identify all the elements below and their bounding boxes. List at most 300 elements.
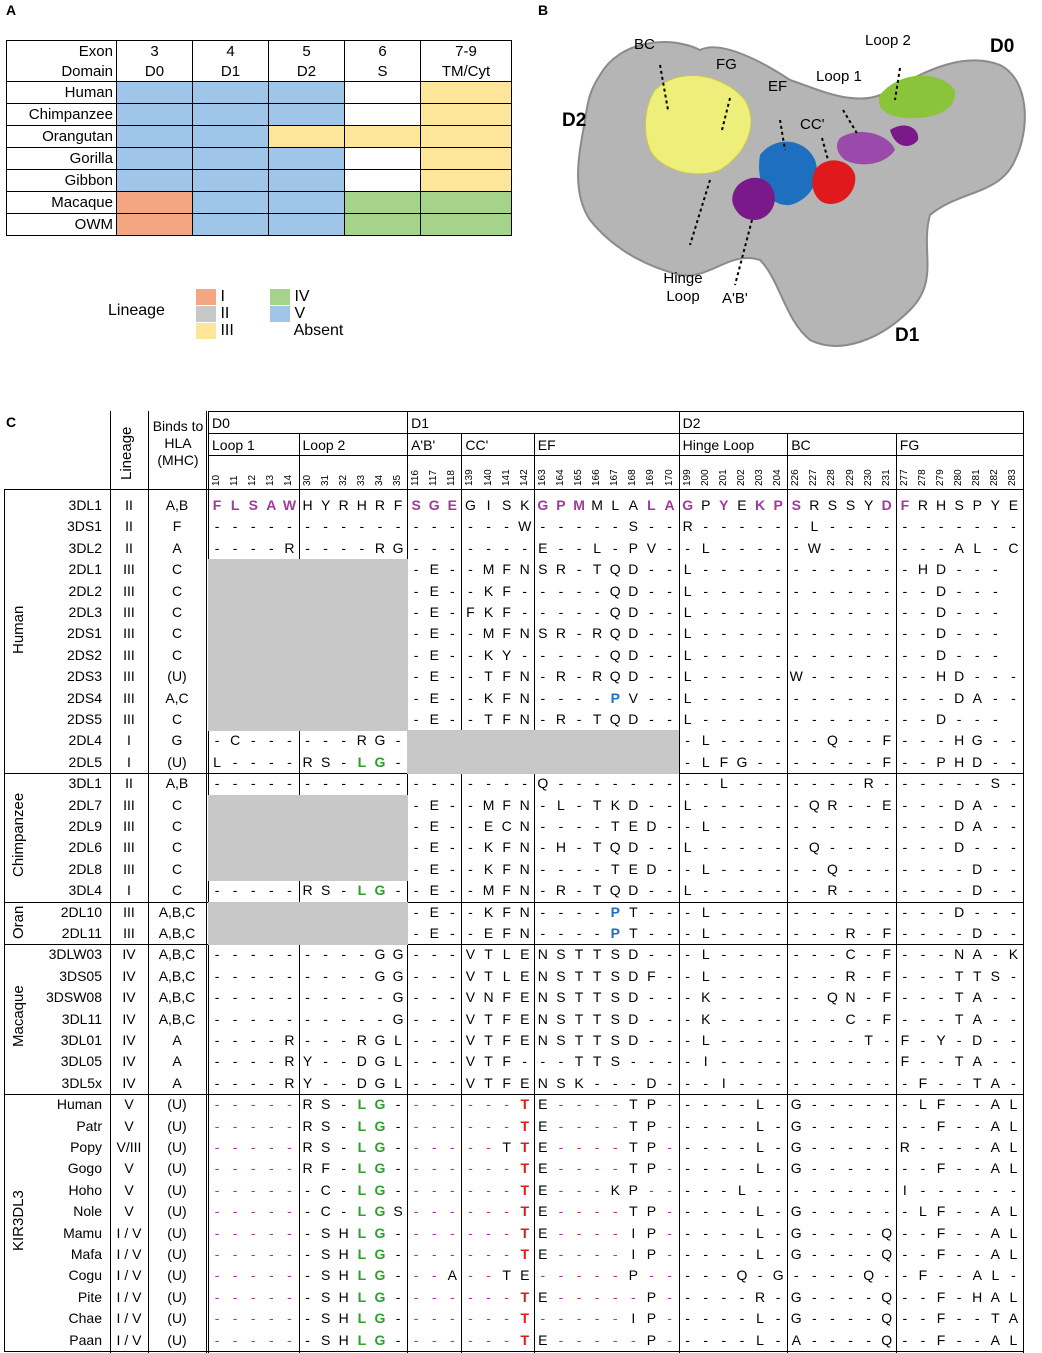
residue: - — [721, 1160, 727, 1177]
residue: G — [790, 1117, 802, 1134]
gap-block — [262, 837, 281, 859]
residue: L — [683, 582, 692, 599]
residue: - — [830, 903, 835, 920]
gap-block — [516, 752, 535, 774]
residue: - — [993, 1032, 998, 1048]
residue: - — [757, 818, 763, 834]
gap-block — [371, 795, 390, 817]
residue: F — [936, 1117, 946, 1134]
residue: - — [269, 1160, 274, 1177]
residue: - — [468, 561, 473, 578]
residue: - — [775, 796, 781, 813]
gap-block — [280, 837, 299, 859]
residue: A — [972, 946, 982, 963]
residue: - — [884, 818, 890, 834]
residue: - — [287, 1331, 292, 1348]
residue: D — [628, 989, 639, 1006]
residue: - — [431, 967, 437, 984]
residue: A — [990, 1160, 1001, 1177]
residue: D — [628, 625, 639, 642]
residue: - — [649, 561, 654, 578]
residue: L — [1009, 1096, 1018, 1113]
residue: T — [592, 882, 602, 899]
residue: Q — [609, 882, 621, 899]
domain-header: D1 — [411, 415, 429, 431]
residue: L — [810, 518, 819, 535]
position-number: 13 — [265, 474, 277, 486]
residue: - — [739, 903, 745, 920]
row-lineage: III — [123, 839, 135, 856]
residue: - — [866, 1074, 871, 1091]
residue: - — [341, 518, 347, 535]
residue: - — [395, 1246, 401, 1262]
residue: - — [576, 668, 582, 685]
residue: - — [486, 1288, 491, 1305]
residue: A — [990, 1117, 1001, 1134]
residue: - — [341, 1117, 347, 1134]
gap-block — [244, 816, 263, 838]
row-hla: A — [172, 1053, 182, 1070]
residue: F — [936, 1096, 946, 1113]
residue: G — [374, 732, 386, 749]
residue: - — [612, 1096, 618, 1113]
residue: - — [812, 1117, 817, 1134]
row-hla: C — [171, 818, 183, 834]
residue: - — [558, 582, 564, 599]
gap-block — [642, 752, 661, 774]
residue: L — [756, 1203, 764, 1220]
position-number: 165 — [573, 469, 584, 486]
residue: - — [232, 753, 238, 770]
residue: - — [540, 582, 546, 599]
residue: G — [682, 497, 694, 513]
residue: - — [486, 1160, 491, 1177]
residue: L — [919, 1203, 927, 1220]
residue: - — [866, 1203, 871, 1220]
residue: G — [374, 1288, 386, 1305]
residue: - — [721, 796, 727, 813]
label-hinge-loop: Hinge Loop — [663, 270, 703, 305]
residue: - — [576, 1160, 582, 1177]
residue: R — [284, 1032, 295, 1048]
residue: - — [721, 668, 727, 685]
residue: L — [973, 539, 982, 556]
residue: - — [739, 967, 745, 984]
residue: R — [809, 497, 820, 513]
residue: T — [520, 1288, 530, 1305]
residue: L — [1009, 1224, 1018, 1241]
residue: L — [502, 967, 511, 984]
row-lineage: III — [123, 818, 135, 834]
residue: D — [628, 882, 639, 899]
residue: - — [232, 1160, 238, 1177]
residue: - — [793, 732, 799, 749]
residue: S — [320, 1267, 331, 1284]
row-lineage: III — [123, 860, 135, 877]
residue: R — [555, 668, 566, 685]
row-lineage: I / V — [116, 1331, 142, 1348]
residue: - — [830, 1331, 835, 1348]
binds-right-line — [206, 411, 207, 1353]
residue: - — [793, 625, 799, 642]
residue: - — [902, 839, 908, 856]
residue: T — [520, 1224, 530, 1241]
residue: V — [465, 946, 476, 963]
residue: - — [667, 1288, 672, 1305]
residue: R — [754, 1288, 766, 1305]
residue: P — [646, 1224, 657, 1241]
residue: - — [594, 646, 600, 663]
residue: - — [413, 946, 419, 963]
gap-block — [280, 623, 299, 645]
row-hla: (U) — [167, 1331, 187, 1348]
residue: - — [250, 732, 256, 749]
residue: - — [703, 1288, 709, 1305]
residue: - — [214, 1267, 220, 1284]
residue: L — [357, 1246, 367, 1262]
gap-block — [299, 688, 318, 710]
residue: - — [830, 518, 835, 535]
gap-block — [353, 688, 372, 710]
residue: - — [830, 625, 835, 642]
gap-block — [262, 559, 281, 581]
gap-block — [208, 709, 227, 731]
residue: C — [1008, 539, 1019, 556]
residue: - — [739, 946, 745, 963]
residue: - — [558, 1267, 564, 1284]
residue: - — [866, 1096, 871, 1113]
residue: S — [610, 946, 620, 963]
residue: D — [628, 711, 639, 727]
residue: - — [830, 1010, 835, 1027]
residue: - — [323, 1053, 328, 1070]
residue: - — [431, 1246, 437, 1262]
residue: - — [214, 1331, 220, 1348]
residue: - — [866, 1331, 871, 1348]
residue: - — [938, 1139, 944, 1155]
residue: - — [667, 967, 672, 984]
residue: Q — [609, 625, 621, 642]
residue: - — [848, 711, 853, 727]
residue: - — [413, 903, 419, 920]
residue: - — [667, 689, 672, 706]
residue: - — [830, 582, 835, 599]
residue: - — [305, 539, 310, 556]
residue: - — [250, 989, 256, 1006]
gap-block — [262, 859, 281, 881]
gap-block — [280, 645, 299, 667]
residue: - — [504, 1117, 509, 1134]
position-number: 117 — [428, 470, 440, 486]
residue: - — [884, 1096, 890, 1113]
residue: - — [468, 1310, 473, 1327]
residue: - — [486, 1117, 491, 1134]
residue: - — [486, 1331, 491, 1348]
residue: - — [993, 1053, 998, 1070]
gap-block — [208, 581, 227, 603]
residue: - — [830, 1246, 835, 1262]
residue: - — [413, 1117, 419, 1134]
residue: - — [395, 518, 401, 535]
residue: P — [646, 1096, 657, 1113]
residue: L — [357, 1288, 367, 1305]
residue: T — [592, 711, 602, 727]
residue: - — [576, 775, 582, 792]
residue: - — [305, 946, 310, 963]
residue: - — [612, 775, 618, 792]
residue: - — [612, 539, 618, 556]
residue: - — [468, 882, 473, 899]
row-hla: (U) — [167, 1246, 187, 1262]
residue: E — [520, 1032, 530, 1048]
gap-block — [353, 581, 372, 603]
residue: P — [646, 1117, 657, 1134]
residue: K — [483, 839, 494, 856]
gap-block — [425, 730, 444, 752]
residue: - — [413, 860, 419, 877]
row-hla: C — [171, 882, 183, 899]
residue: - — [540, 882, 546, 899]
residue: - — [721, 539, 727, 556]
residue: - — [866, 989, 871, 1006]
residue: - — [685, 1032, 690, 1048]
row-hla: A — [172, 539, 182, 556]
domain-cell: S — [345, 61, 421, 82]
row-name: Chae — [68, 1310, 102, 1327]
residue: L — [756, 1117, 764, 1134]
residue: - — [540, 711, 546, 727]
row-name: 3DSW08 — [45, 989, 102, 1006]
residue: - — [504, 775, 509, 792]
residue: - — [830, 753, 835, 770]
residue: A — [266, 497, 277, 513]
residue: - — [739, 668, 745, 685]
residue: - — [612, 1203, 618, 1220]
residue: E — [538, 1203, 548, 1220]
residue: L — [701, 818, 710, 834]
residue: - — [395, 1310, 401, 1327]
residue: - — [1011, 818, 1016, 834]
residue: - — [486, 1267, 491, 1284]
residue: K — [520, 497, 530, 513]
gap-block — [317, 923, 336, 945]
residue: G — [392, 1010, 404, 1027]
position-number: 163 — [536, 469, 548, 486]
residue: - — [902, 646, 908, 663]
residue: - — [667, 1181, 672, 1198]
residue: - — [721, 1310, 727, 1327]
residue: - — [884, 625, 890, 642]
residue: - — [468, 668, 473, 685]
residue: F — [502, 582, 511, 599]
residue: - — [848, 1032, 853, 1048]
residue: T — [484, 967, 493, 984]
residue: S — [610, 1010, 620, 1027]
residue: - — [667, 711, 672, 727]
residue: - — [812, 689, 817, 706]
residue: - — [830, 1181, 835, 1198]
residue: - — [214, 1032, 220, 1048]
residue: L — [756, 1139, 764, 1155]
residue: - — [902, 1288, 908, 1305]
residue: - — [685, 860, 690, 877]
residue: - — [305, 1267, 310, 1284]
residue: - — [214, 1117, 220, 1134]
residue: - — [938, 1267, 944, 1284]
residue: - — [956, 518, 962, 535]
residue: - — [341, 1010, 347, 1027]
gap-block — [262, 645, 281, 667]
residue: - — [685, 1160, 690, 1177]
residue: - — [287, 946, 292, 963]
residue: - — [956, 625, 962, 642]
row-hla: A,B — [165, 775, 189, 792]
residue: - — [540, 796, 546, 813]
residue: - — [974, 518, 980, 535]
residue: L — [738, 1181, 746, 1198]
gap-block — [208, 795, 227, 817]
residue: S — [501, 497, 512, 513]
residue: - — [812, 1246, 817, 1262]
residue: - — [920, 775, 926, 792]
residue: - — [305, 1288, 310, 1305]
residue: - — [703, 1160, 709, 1177]
residue: - — [739, 796, 745, 813]
residue: - — [269, 1096, 274, 1113]
residue: - — [413, 561, 419, 578]
row-hla: A — [172, 1032, 182, 1048]
residue: Q — [826, 732, 838, 749]
gap-block — [244, 837, 263, 859]
residue: - — [866, 946, 871, 963]
residue: - — [486, 1139, 491, 1155]
residue: - — [667, 882, 672, 899]
residue: - — [431, 1224, 437, 1241]
residue: D — [972, 753, 983, 770]
legend-text: Absent — [290, 322, 344, 339]
residue: - — [830, 1053, 835, 1070]
residue: L — [683, 882, 692, 899]
residue: - — [739, 882, 745, 899]
row-hla: A — [172, 1074, 182, 1091]
residue: - — [504, 1288, 509, 1305]
residue: - — [848, 1203, 853, 1220]
residue: - — [631, 775, 636, 792]
residue: M — [482, 561, 495, 578]
residue: - — [486, 1310, 491, 1327]
residue: - — [576, 604, 582, 620]
exon-cell: 7-9 — [421, 41, 512, 62]
residue: - — [450, 1117, 455, 1134]
row-hla: A,B,C — [158, 967, 196, 984]
residue: - — [848, 860, 853, 877]
residue: - — [757, 561, 763, 578]
row-name: 2DL7 — [68, 796, 102, 813]
position-number: 229 — [844, 469, 856, 486]
residue: L — [701, 539, 710, 556]
residue: F — [900, 497, 910, 513]
residue: D — [954, 689, 965, 706]
residue: - — [649, 925, 654, 941]
gap-block — [335, 645, 354, 667]
residue: - — [739, 839, 745, 856]
residue: Y — [719, 497, 729, 513]
residue: - — [902, 711, 908, 727]
residue: H — [338, 1310, 349, 1327]
residue: - — [232, 1074, 238, 1091]
residue: Q — [826, 989, 838, 1006]
residue: - — [938, 1010, 944, 1027]
residue: - — [269, 1267, 274, 1284]
residue: - — [667, 668, 672, 685]
residue: - — [775, 561, 781, 578]
residue: R — [338, 497, 349, 513]
residue: - — [413, 989, 419, 1006]
residue: - — [250, 1203, 256, 1220]
residue: H — [972, 1288, 983, 1305]
residue: - — [920, 1181, 926, 1198]
gap-block — [317, 795, 336, 817]
lineage-header: Lineage — [118, 426, 135, 480]
residue: - — [250, 1032, 256, 1048]
residue: - — [468, 1181, 473, 1198]
gap-block — [335, 902, 354, 924]
residue: A — [447, 1267, 458, 1284]
residue: - — [1011, 1181, 1016, 1198]
residue: - — [287, 753, 292, 770]
residue: - — [413, 818, 419, 834]
residue: D — [628, 839, 639, 856]
residue: - — [685, 1181, 690, 1198]
residue: - — [450, 1288, 455, 1305]
residue: - — [920, 732, 926, 749]
residue: - — [594, 1288, 600, 1305]
residue: - — [703, 796, 709, 813]
residue: - — [540, 818, 546, 834]
residue: - — [902, 1096, 908, 1113]
residue: - — [848, 839, 853, 856]
residue: - — [920, 518, 926, 535]
residue: - — [576, 818, 582, 834]
residue: - — [431, 1053, 437, 1070]
gap-block — [389, 795, 408, 817]
position-number: 30 — [301, 474, 313, 486]
residue: - — [287, 732, 292, 749]
residue: H — [302, 497, 313, 513]
row-name: Gogo — [67, 1160, 102, 1177]
residue: Y — [936, 1032, 946, 1048]
residue: - — [305, 732, 310, 749]
residue: - — [667, 989, 672, 1006]
row-name: Hoho — [68, 1181, 102, 1198]
residue: - — [576, 1224, 582, 1241]
position-number: 227 — [808, 469, 820, 486]
exon-cell: 6 — [345, 41, 421, 62]
residue: - — [558, 818, 564, 834]
residue: - — [232, 1053, 238, 1070]
residue: L — [756, 1310, 764, 1327]
domain-cell: TM/Cyt — [421, 61, 512, 82]
residue: - — [775, 946, 781, 963]
position-number: 142 — [518, 469, 530, 486]
residue: - — [703, 1096, 709, 1113]
residue: - — [956, 1310, 962, 1327]
residue: - — [214, 539, 220, 556]
residue: - — [649, 796, 654, 813]
residue: - — [812, 946, 817, 963]
residue: - — [395, 882, 401, 899]
residue: T — [592, 946, 602, 963]
